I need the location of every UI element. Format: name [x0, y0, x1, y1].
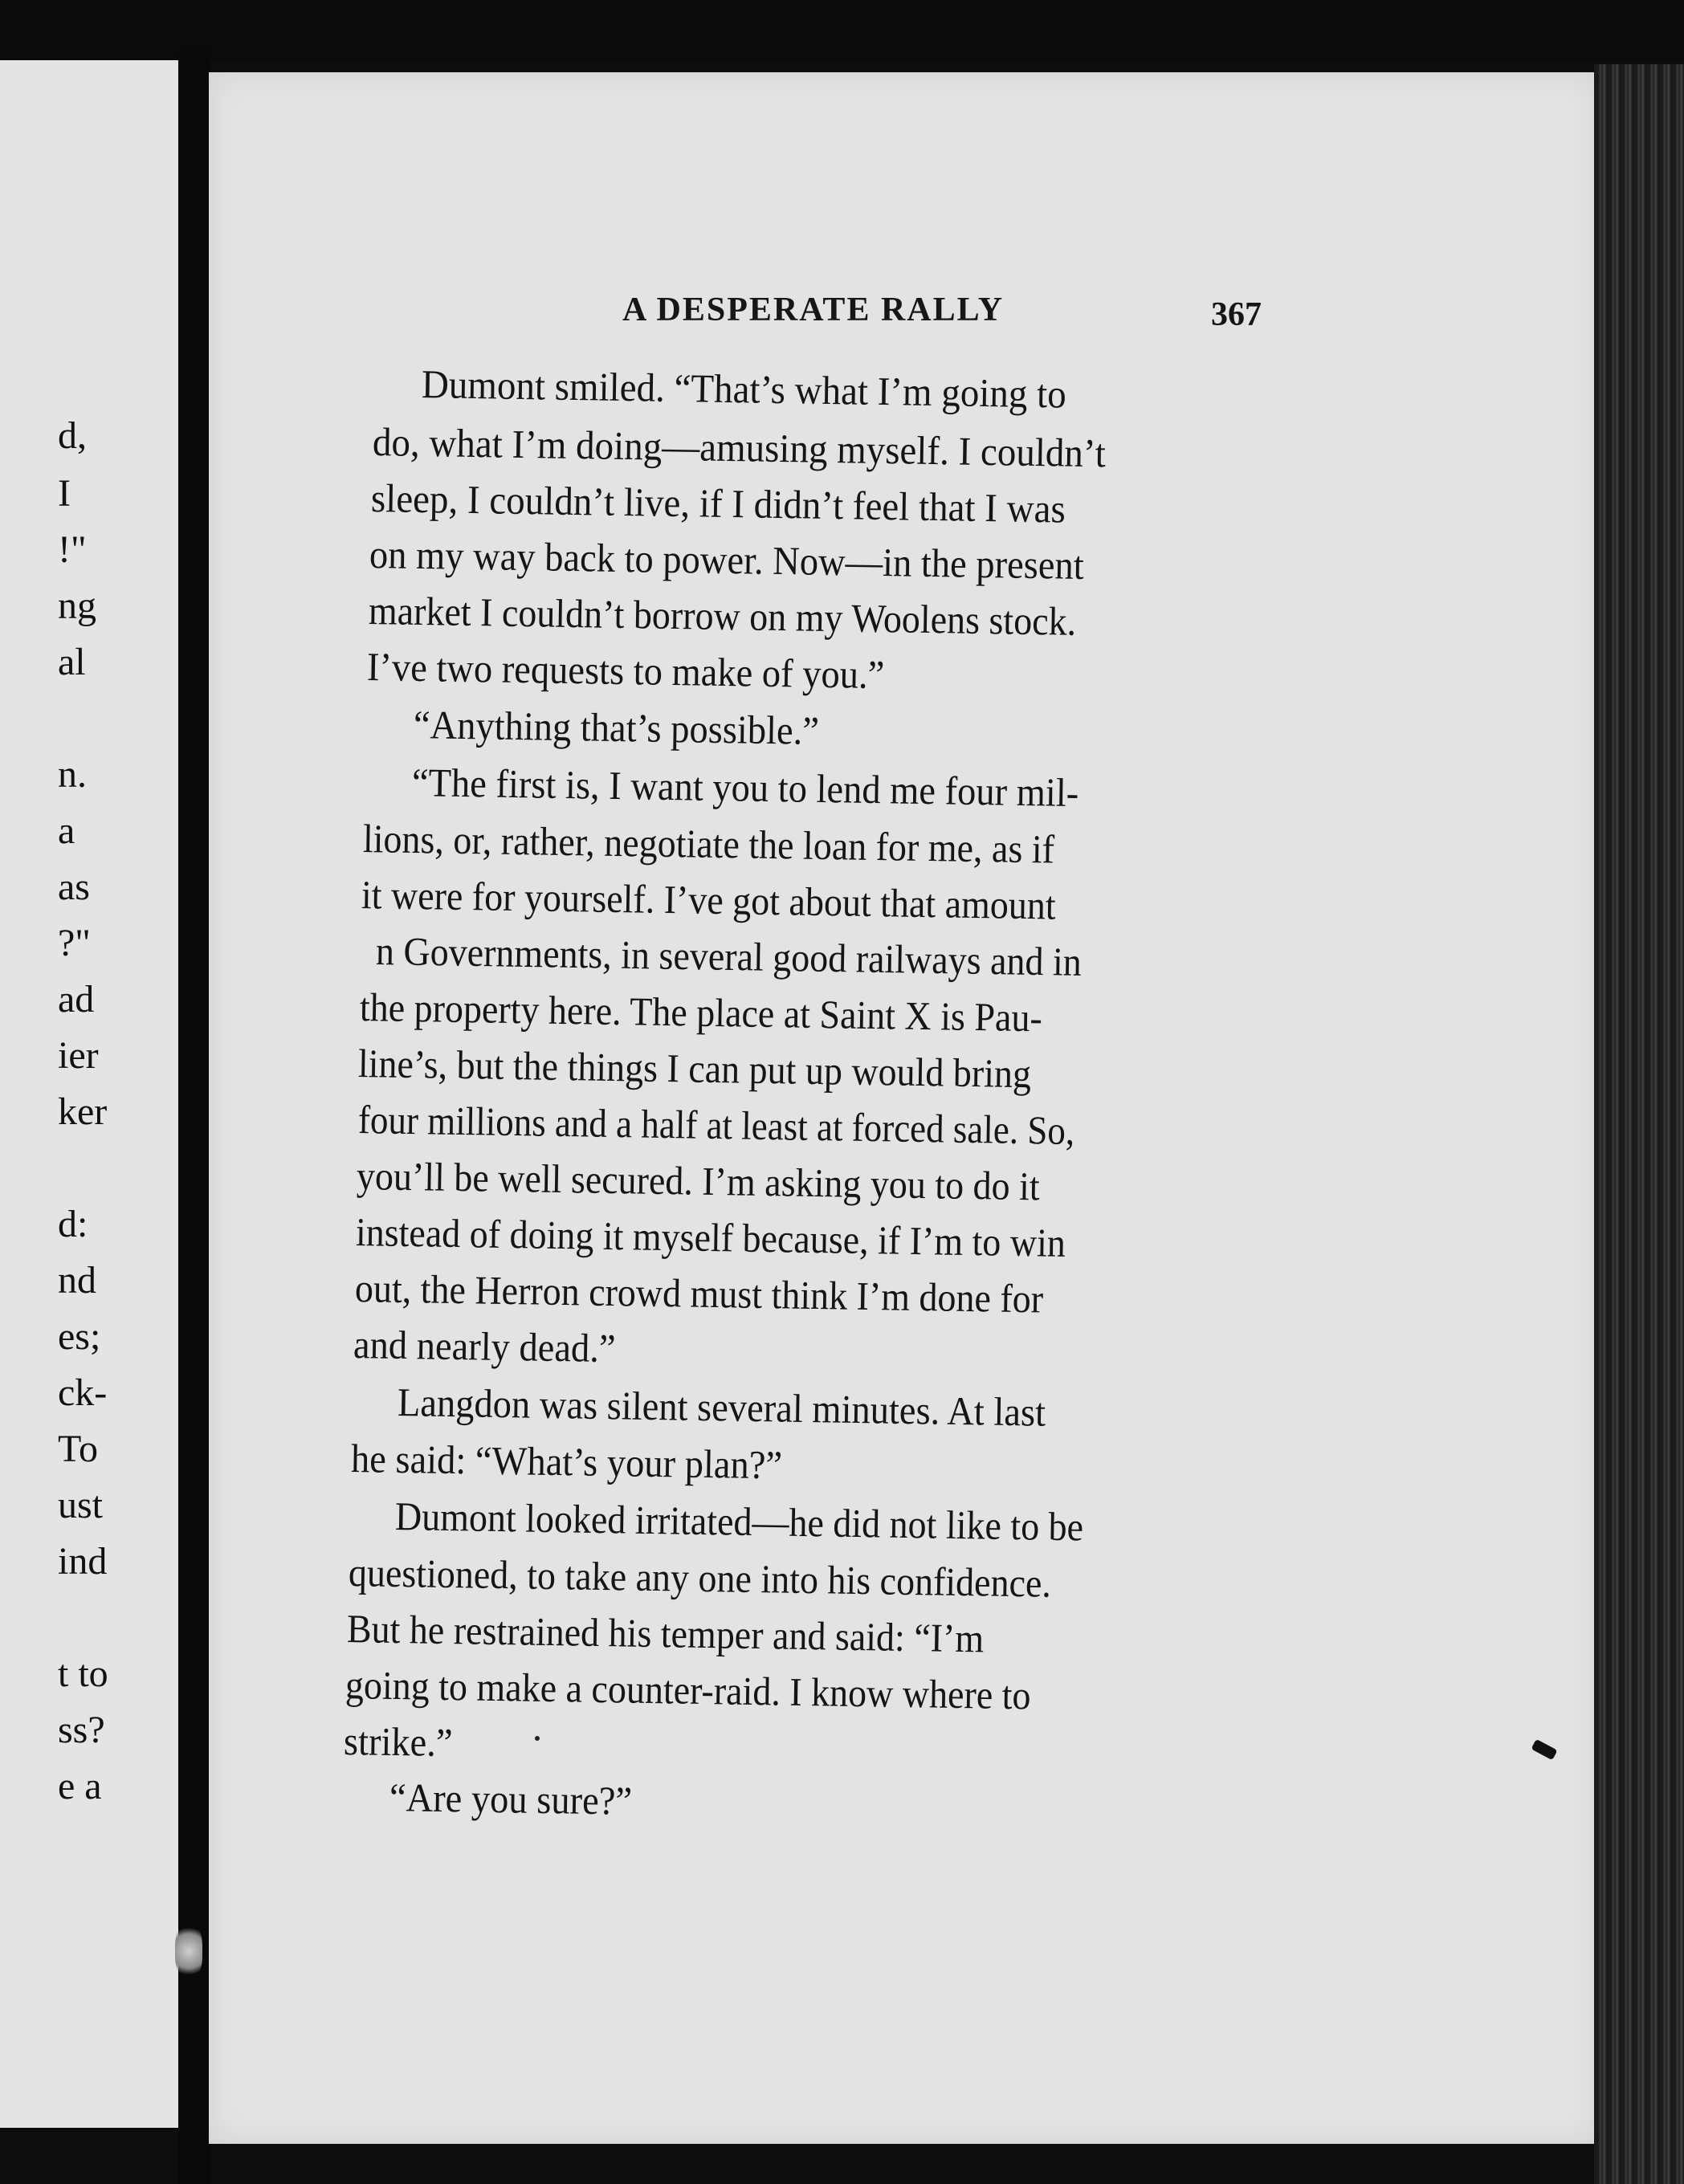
text-line: on my way back to power. Now—in the present — [369, 532, 1085, 588]
left-page-fragment: To — [58, 1428, 98, 1470]
text-line: Dumont looked irritated—he did not like to be — [394, 1493, 1084, 1550]
text-line: “The first is, I want you to lend me four mil- — [411, 760, 1079, 816]
left-page-fragment: ier — [58, 1034, 99, 1077]
left-page-fragment: ad — [58, 978, 95, 1021]
left-page-fragment: t to — [58, 1652, 108, 1695]
text-line: “Anything that’s possible.” — [413, 702, 820, 753]
left-page-fragment: ker — [58, 1090, 108, 1133]
left-page-fragment: !" — [58, 528, 87, 571]
scan-background — [0, 0, 1684, 60]
left-page-fragment: e a — [58, 1765, 102, 1807]
text-line: you’ll be well secured. I’m asking you to do it — [356, 1153, 1041, 1209]
left-page-fragment: as — [58, 866, 90, 908]
text-line: the property here. The place at Saint X is Pau- — [359, 984, 1043, 1041]
left-page-fragment: es; — [58, 1315, 101, 1358]
left-page-fragment: n. — [58, 753, 87, 796]
book-gutter — [178, 48, 210, 2184]
text-line: lions, or, rather, negotiate the loan for me, as if — [362, 816, 1055, 872]
page-number: 367 — [1211, 296, 1262, 333]
text-line: But he restrained his temper and said: “I’m — [346, 1606, 985, 1661]
text-line: “Are you sure?” — [389, 1774, 633, 1823]
left-page-fragment: nd — [58, 1259, 96, 1302]
text-line: going to make a counter-raid. I know where to — [345, 1662, 1031, 1718]
text-line: instead of doing it myself because, if I’m to win — [355, 1209, 1066, 1265]
left-page-fragment: ust — [58, 1484, 104, 1526]
left-page-fragment: al — [58, 641, 86, 683]
text-line: Dumont smiled. “That’s what I’m going to — [421, 361, 1067, 417]
left-page-fragment: ck- — [58, 1371, 108, 1414]
left-page-fragment: I — [58, 472, 71, 515]
left-page-fragment: ind — [58, 1540, 108, 1583]
text-line: four millions and a half at least at forced sale. So, — [357, 1097, 1075, 1154]
left-page-fragment: ng — [58, 585, 96, 627]
page-smudge — [175, 1923, 202, 1979]
text-line: line’s, but the things I can put up would bring — [357, 1041, 1032, 1097]
left-page-fragment: ss? — [58, 1709, 105, 1751]
text-line: and nearly dead.” — [353, 1322, 617, 1371]
text-line: out, the Herron crowd must think I’m done for — [354, 1265, 1044, 1322]
left-page-fragment: d, — [58, 414, 87, 457]
page-edges — [1594, 64, 1684, 2184]
text-line: he said: “What’s your plan?” — [350, 1436, 783, 1488]
text-line: Langdon was silent several minutes. At last — [397, 1379, 1046, 1435]
text-line: I’ve two requests to make of you.” — [366, 644, 885, 698]
text-line: it were for yourself. I’ve got about that amount — [361, 872, 1057, 928]
text-line: do, what I’m doing—amusing myself. I couldn’t — [372, 419, 1107, 476]
text-line: market I couldn’t borrow on my Woolens stock. — [368, 588, 1077, 644]
running-head: A DESPERATE RALLY — [622, 291, 1005, 328]
text-line: sleep, I couldn’t live, if I didn’t feel that I was — [370, 475, 1066, 532]
text-line: strike.” — [343, 1718, 453, 1766]
left-page-fragment: a — [58, 809, 75, 852]
left-page-fragment: ?" — [58, 922, 91, 964]
text-line: questioned, to take any one into his confidence. — [348, 1550, 1052, 1606]
left-page-fragment: d: — [58, 1203, 88, 1245]
print-speck — [535, 1736, 540, 1741]
previous-page-edge — [0, 60, 178, 2128]
text-line: n Governments, in several good railways and in — [375, 928, 1083, 984]
